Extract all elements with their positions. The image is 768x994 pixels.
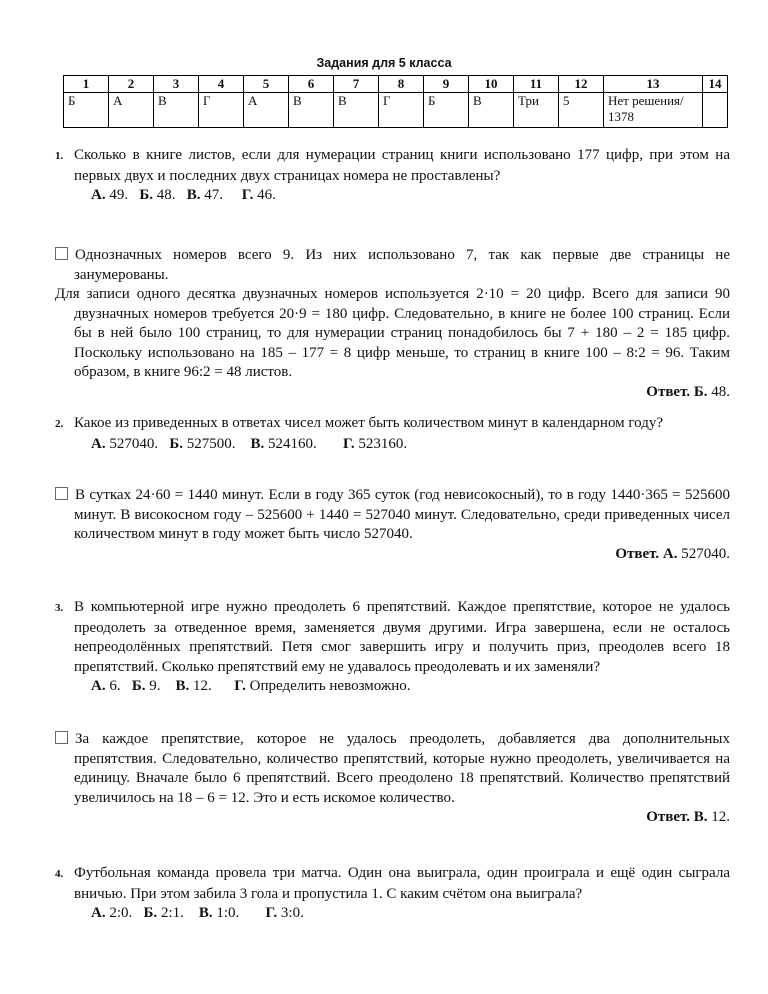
answer-line [55,808,730,828]
solution-marker-icon [55,487,68,500]
option-value: 47. [204,187,224,203]
option-label: В. [198,905,213,921]
table-header: 9 [424,76,469,93]
table-header: 8 [379,76,424,93]
option-label: В. [250,435,265,452]
table-header: 14 [703,76,728,93]
question-number: 1. [55,150,64,162]
table-cell: 5 [559,93,604,128]
question-1 [55,146,730,206]
table-cell: Г [379,93,424,128]
table-cell: В [154,93,199,128]
option-label: В. [175,678,190,694]
table-header: 2 [109,76,154,93]
table-cell: Б [424,93,469,128]
answer-options [55,677,730,697]
option-label: Б. [139,187,154,203]
option-value: 9. [149,678,161,694]
question-text [55,414,730,435]
answer-line [55,383,730,403]
option-value: 2:1. [160,905,184,921]
answer-line [55,545,730,565]
solution-3 [55,730,730,828]
answer-options [55,186,730,206]
option-label: Б. [169,435,184,452]
option-value: 1:0. [216,905,240,921]
answer-value: 48. [711,383,730,400]
answer-options [55,435,730,455]
table-cell: А [109,93,154,128]
question-body: В компьютерной игре нужно преодолеть 6 препятствий. Каждое препятствие, которое не удалось преодолеть за отведенное время, заменяется двумя другими. Игра завершена, если не осталось непреодолённых препятствий. Петя смог завершить игру и получить приз, преодолев всего 18 препятствий. Сколько препятствий ему не удавалось преодолевать и их заменяли? [74,599,730,675]
table-cell: В [334,93,379,128]
answer-value: 12. [711,809,730,825]
table-header: 11 [514,76,559,93]
option-label: А. [91,678,106,694]
question-number: 3. [55,602,64,614]
table-header-row [64,76,728,93]
answer-options [55,904,730,924]
option-value: 46. [257,187,276,203]
question-body: Какое из приведенных в ответах чисел может быть количеством минут в календарном году? [74,415,664,431]
question-3 [55,598,730,697]
option-value: 49. [109,187,129,203]
option-label: А. [91,905,106,921]
table-cell: Г [199,93,244,128]
option-label: Б. [131,678,146,694]
option-label: Г. [234,678,246,694]
table-cell: А [244,93,289,128]
table-header: 10 [469,76,514,93]
answers-table [63,75,728,128]
solution-body: Однозначных номеров всего 9. Из них использовано 7, так как первые две страницы не занумерованы. [74,247,730,283]
table-cell: Нет решения/ 1378 [604,93,703,128]
table-header: 13 [604,76,703,93]
option-value: 527040. [109,435,159,452]
table-header: 6 [289,76,334,93]
option-value: 524160. [268,435,317,452]
option-value: Определить невозможно. [249,678,411,694]
option-label: Г. [343,435,355,452]
solution-body: В сутках 24·60 = 1440 минут. Если в году 365 суток (год невисокосный), то в году 1440·365 = 525600 минут. В високосном году – 525600 + 1440 = 527040 минут. Следовательно, среди приведенных чисел количеством минут в году может быть число 527040. [74,487,730,542]
question-text [55,598,730,677]
option-value: 48. [156,187,176,203]
answer-label: Ответ. В. [646,809,708,825]
question-number: 2. [55,418,64,430]
table-cell: В [289,93,334,128]
solution-marker-icon [55,731,68,744]
solution-1 [55,246,730,402]
table-header: 7 [334,76,379,93]
option-value: 12. [193,678,212,694]
option-label: Г. [241,187,254,203]
option-value: 3:0. [280,905,304,921]
option-label: Г. [265,905,278,921]
table-header: 3 [154,76,199,93]
page-title: Задания для 5 класса [316,56,452,70]
question-text [55,864,730,904]
answer-label: Ответ. Б. [646,383,708,400]
option-value: 523160. [358,435,408,452]
solution-text [55,730,730,808]
solution-2 [55,486,730,564]
solution-text [55,486,730,545]
table-cell [703,93,728,128]
option-label: А. [91,187,106,203]
question-body: Футбольная команда провела три матча. Один она выиграла, один проиграла и ещё один сыграла вничью. При этом забила 3 гола и пропустила 1. С каким счётом она выиграла? [74,865,730,902]
table-cell: В [469,93,514,128]
solution-text [55,246,730,285]
solution-marker-icon [55,247,68,260]
table-cell: Три [514,93,559,128]
question-number: 4. [55,868,64,880]
option-value: 527500. [186,435,236,452]
option-value: 6. [109,678,121,694]
option-label: Б. [143,905,158,921]
question-2 [55,414,730,454]
answer-value: 527040. [681,545,730,562]
solution-text: Для записи одного десятка двузначных номеров используется 2·10 = 20 цифр. Всего для записи 90 двузначных номеров требуется 20·9 = 180 цифр. Следовательно, в книге не более 100 страниц. Если бы в ней было 100 страниц, то для нумерации страниц понадобилось бы 7 + 180 – 2 = 185 цифр. Поскольку использовано на 185 – 177 = 8 цифр меньше, то страниц в книге 100 – 8:2 = 96. Таким образом, в книге 96:2 = 48 листов. [55,286,730,380]
solution-body: За каждое препятствие, которое не удалось преодолеть, добавляется два дополнительных препятствия. Следовательно, количество препятствий, которые нужно преодолеть, увеличивается на единицу. Вначале было 6 препятствий. Всего преодолено 18 препятствий. Количество препятствий увеличилось на 18 – 6 = 12. Это и есть искомое количество. [74,731,730,806]
table-row [64,93,728,128]
answer-label: Ответ. А. [615,545,678,562]
table-header: 4 [199,76,244,93]
option-value: 2:0. [109,905,133,921]
table-header: 12 [559,76,604,93]
option-label: В. [186,187,201,203]
question-text [55,146,730,186]
question-4 [55,864,730,924]
table-header: 1 [64,76,109,93]
table-cell: Б [64,93,109,128]
table-header: 5 [244,76,289,93]
option-label: А. [91,435,106,452]
question-body: Сколько в книге листов, если для нумерации страниц книги использовано 177 цифр, при этом на первых двух и последних двух страницах номера не проставлены? [74,147,730,184]
